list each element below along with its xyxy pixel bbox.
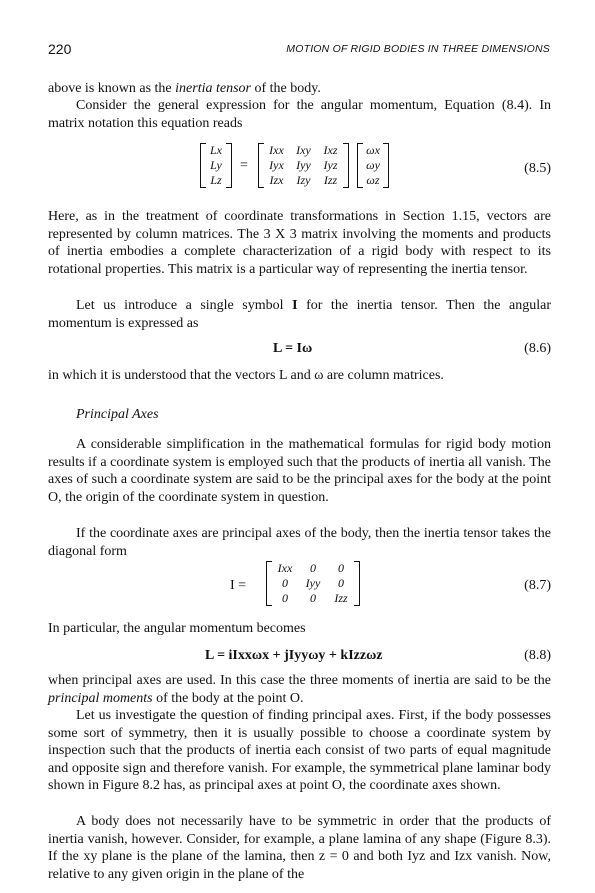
- section-heading: Principal Axes: [76, 407, 159, 422]
- inertia-matrix: Ixx Ixy Ixz Iyx Iyy Iyz Izx Izy Izz: [258, 143, 349, 188]
- paragraph-column-matrices: Here, as in the treatment of coordinate transformations in Section 1.15, vectors are represented by column matrices. The 3 X 3 matrix involving the moments and products of inertia embodies a complete characterization of a rigid body with respect to its rotational properties. This matrix is a particular way of representing the inertia tensor.: [48, 209, 551, 277]
- equation-text: L = iIxxωx + jIyyωy + kIzzωz: [205, 648, 383, 663]
- paragraph-vectors: in which it is understood that the vectors L and ω are column matrices.: [48, 368, 444, 383]
- equation-number: (8.7): [524, 578, 551, 593]
- equation-number: (8.5): [524, 161, 551, 176]
- angular-velocity-vector: ωx ωy ωz: [357, 143, 389, 188]
- diagonal-matrix: Ixx 0 0 0 Iyy 0 0 0 Izz: [266, 561, 360, 606]
- angular-momentum-vector: Lx Ly Lz: [200, 143, 232, 188]
- paragraph-angular-momentum: Consider the general expression for the angular momentum, Equation (8.4). In matrix notation this equation reads: [48, 98, 551, 131]
- page-number: 220: [48, 41, 72, 57]
- equation-text: L = Iω: [273, 341, 313, 356]
- paragraph-in-particular: In particular, the angular momentum becomes: [48, 621, 306, 636]
- paragraph-diagonal-form: If the coordinate axes are principal axes of the body, then the inertia tensor takes the diagonal form: [48, 526, 551, 559]
- paragraph-simplification: A considerable simplification in the mathematical formulas for rigid body motion results if a coordinate system is employed such that the products of inertia all vanish. The axes of such a coordinate system are said to be the principal axes for the body at the point O, the origin of the coordinate system in question.: [48, 437, 551, 505]
- paragraph-finding-axes: Let us investigate the question of finding principal axes. First, if the body possesses some sort of symmetry, then it is usually possible to choose a coordinate system by inspection such that the products of inertia each consist of two parts of equal magnitude and opposite sign and therefore vanish. For example, the symmetrical plane laminar body shown in Figure 8.2 has, as principal axes at point O, the coordinate axes shown.: [48, 708, 551, 794]
- paragraph-inertia-tensor: above is known as the inertia tensor of the body.: [48, 81, 321, 96]
- equation-number: (8.8): [524, 648, 551, 663]
- paragraph-principal-moments: when principal axes are used. In this case the three moments of inertia are said to be the principal moments of the body at the point O.: [48, 673, 551, 706]
- equation-lhs: I =: [230, 578, 247, 593]
- equation-number: (8.6): [524, 341, 551, 356]
- paragraph-single-symbol: Let us introduce a single symbol I for the inertia tensor. Then the angular momentum is expressed as: [48, 298, 551, 331]
- paragraph-lamina: A body does not necessarily have to be symmetric in order that the products of inertia vanish, however. Consider, for example, a plane lamina of any shape (Figure 8.3). If the xy plane is the plane of the lamina, then z = 0 and both Iyz and Izx vanish. Now, relative to any given origin in the plane of the: [48, 814, 551, 882]
- running-title: MOTION OF RIGID BODIES IN THREE DIMENSIONS: [286, 43, 550, 55]
- page-header: [48, 41, 550, 59]
- equals-sign: =: [240, 158, 248, 173]
